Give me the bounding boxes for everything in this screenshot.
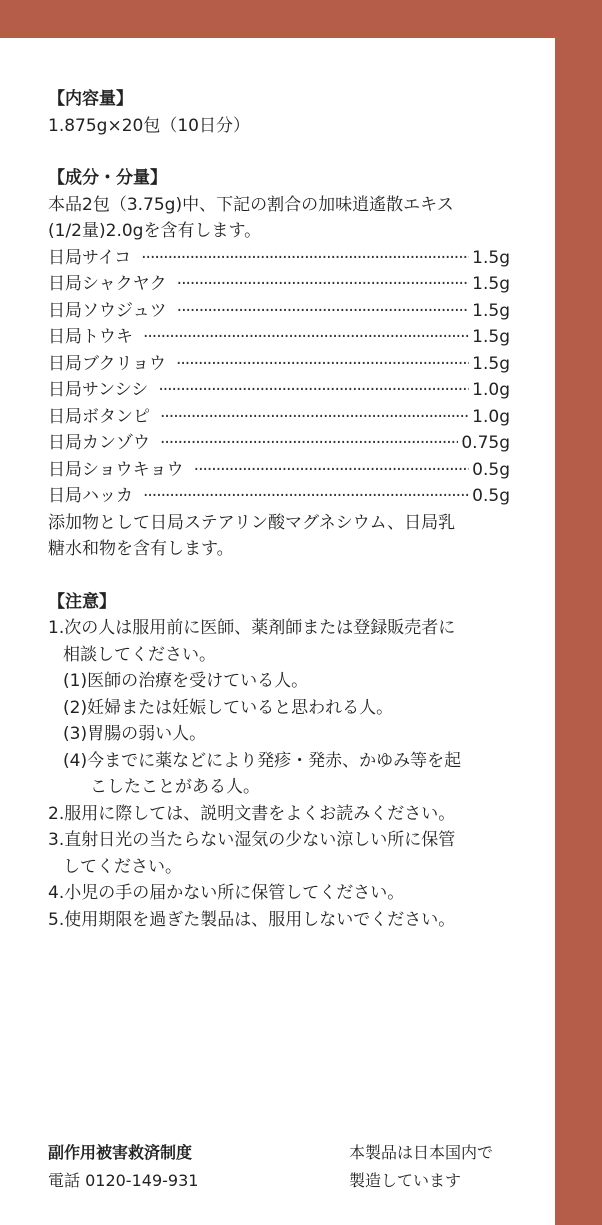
caution-item-5: 5.使用期限を過ぎた製品は、服用しないでください。 bbox=[48, 909, 456, 930]
caution-sub-3: (3)胃腸の弱い人。 bbox=[63, 724, 207, 744]
ingredient-name: 日局ブクリョウ bbox=[48, 353, 166, 374]
leader-dots bbox=[177, 298, 470, 325]
leader-dots bbox=[160, 404, 469, 431]
ingredient-amount: 1.5g bbox=[472, 247, 510, 268]
ingredient-amount: 0.5g bbox=[472, 486, 510, 506]
leader-dots bbox=[177, 271, 470, 298]
ingredient-amount: 0.75g bbox=[461, 433, 510, 453]
ingredient-row bbox=[48, 298, 510, 325]
ingredient-row bbox=[48, 377, 510, 404]
caution-item-2: 2.服用に際しては、説明文書をよくお読みください。 bbox=[48, 803, 456, 824]
contents-heading: 【内容量】 bbox=[48, 89, 133, 109]
relief-system-info bbox=[48, 1139, 198, 1195]
caution-item-3-cont: してください。 bbox=[63, 856, 182, 877]
ingredient-name: 日局トウキ bbox=[48, 327, 133, 347]
ingredient-amount: 0.5g bbox=[472, 459, 510, 480]
ingredient-amount: 1.5g bbox=[472, 353, 510, 374]
ingredient-amount: 1.5g bbox=[472, 300, 510, 321]
made-in-japan-note bbox=[349, 1139, 493, 1195]
leader-dots bbox=[176, 351, 469, 378]
ingredient-row bbox=[48, 271, 510, 298]
caution-sub-4: (4)今までに薬などにより発疹・発赤、かゆみ等を起 bbox=[63, 750, 462, 771]
caution-sub-4-cont: こしたことがある人。 bbox=[90, 777, 260, 797]
ingredients-intro-line1: 本品2包（3.75g)中、下記の割合の加味逍遙散エキス bbox=[48, 194, 454, 215]
ingredient-amount: 1.0g bbox=[472, 406, 510, 427]
relief-system-title: 副作用被害救済制度 bbox=[48, 1143, 193, 1162]
label-content bbox=[48, 86, 510, 933]
ingredient-name: 日局カンゾウ bbox=[48, 433, 150, 453]
additive-line1: 添加物として日局ステアリン酸マグネシウム、日局乳 bbox=[48, 512, 456, 533]
ingredient-amount: 1.5g bbox=[472, 327, 510, 347]
caution-sub-1: (1)医師の治療を受けている人。 bbox=[63, 671, 309, 691]
leader-dots bbox=[143, 483, 469, 510]
ingredient-name: 日局サイコ bbox=[48, 247, 132, 268]
ingredient-row bbox=[48, 324, 510, 351]
top-border-band bbox=[0, 0, 602, 38]
ingredient-row bbox=[48, 483, 510, 510]
ingredient-name: 日局ショウキョウ bbox=[48, 459, 184, 480]
made-in-line1: 本製品は日本国内で bbox=[349, 1143, 494, 1162]
ingredient-name: 日局ソウジュツ bbox=[48, 300, 167, 321]
leader-dots bbox=[160, 430, 458, 457]
ingredient-row bbox=[48, 351, 510, 378]
additive-line2: 糖水和物を含有します。 bbox=[48, 539, 234, 559]
caution-sub-2: (2)妊婦または妊娠していると思われる人。 bbox=[63, 697, 394, 718]
relief-system-phone: 電話 0120-149-931 bbox=[48, 1171, 199, 1190]
ingredient-row bbox=[48, 404, 510, 431]
ingredients-heading: 【成分・分量】 bbox=[48, 168, 167, 188]
ingredients-intro-line2: (1/2量)2.0gを含有します。 bbox=[48, 221, 262, 241]
leader-dots bbox=[143, 324, 469, 351]
caution-item-1-cont: 相談してください。 bbox=[63, 644, 216, 665]
ingredient-name: 日局シャクヤク bbox=[48, 274, 167, 294]
ingredient-amount: 1.5g bbox=[472, 274, 510, 294]
caution-item-4: 4.小児の手の届かない所に保管してください。 bbox=[48, 883, 405, 903]
ingredient-row bbox=[48, 245, 510, 272]
contents-text: 1.875g×20包（10日分） bbox=[48, 115, 250, 136]
ingredient-name: 日局ボタンピ bbox=[48, 406, 150, 427]
leader-dots bbox=[141, 245, 469, 272]
caution-item-1: 1.次の人は服用前に医師、薬剤師または登録販売者に bbox=[48, 618, 456, 638]
leader-dots bbox=[194, 457, 470, 484]
made-in-line2: 製造しています bbox=[349, 1171, 462, 1190]
leader-dots bbox=[158, 377, 469, 404]
ingredient-name: 日局サンシシ bbox=[48, 380, 149, 400]
caution-heading: 【注意】 bbox=[48, 591, 116, 612]
caution-item-3: 3.直射日光の当たらない湿気の少ない涼しい所に保管 bbox=[48, 830, 456, 850]
ingredient-row bbox=[48, 430, 510, 457]
ingredient-name: 日局ハッカ bbox=[48, 486, 133, 506]
ingredient-amount: 1.0g bbox=[472, 380, 510, 400]
right-border-band bbox=[555, 0, 602, 1225]
ingredient-row bbox=[48, 457, 510, 484]
